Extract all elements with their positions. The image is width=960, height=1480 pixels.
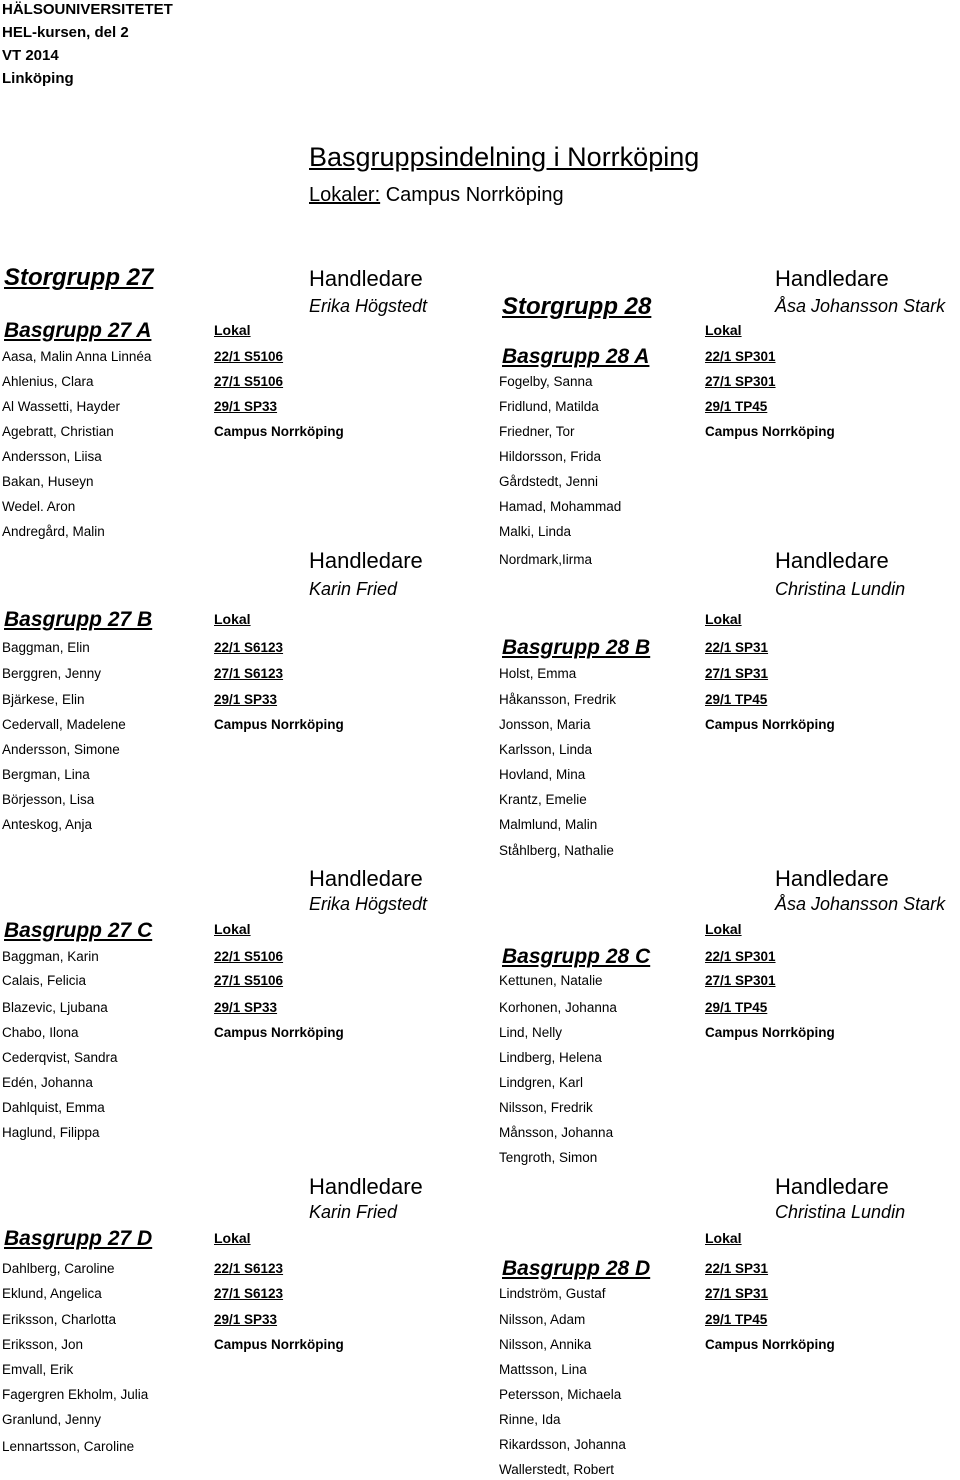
room-28c-0: 22/1 SP301 — [705, 949, 776, 964]
member-28c-0: Kettunen, Natalie — [499, 973, 603, 988]
room-28c-1: 27/1 SP301 — [705, 973, 776, 988]
campus-27d: Campus Norrköping — [214, 1337, 344, 1352]
basgrupp-28c-heading: Basgrupp 28 C — [502, 945, 651, 968]
room-27b-0: 22/1 S6123 — [214, 640, 284, 655]
member-28d-5: Rinne, Ida — [499, 1412, 561, 1427]
member-27d-0: Dahlberg, Caroline — [2, 1261, 115, 1276]
campus-28b: Campus Norrköping — [705, 717, 835, 732]
lokal-label-27b: Lokal — [214, 611, 251, 627]
member-28c-6: Månsson, Johanna — [499, 1125, 614, 1140]
basgrupp-28b-heading: Basgrupp 28 B — [502, 636, 651, 659]
basgrupp-27d-heading: Basgrupp 27 D — [4, 1227, 153, 1250]
basgrupp-28d-heading: Basgrupp 28 D — [502, 1257, 651, 1280]
room-27c-2: 29/1 SP33 — [214, 1000, 278, 1015]
member-27b-0: Baggman, Elin — [2, 640, 90, 655]
member-28b-0: Holst, Emma — [499, 666, 577, 681]
lokal-label-27d: Lokal — [214, 1230, 251, 1246]
room-28b-1: 27/1 SP31 — [705, 666, 769, 681]
member-28d-2: Nilsson, Annika — [499, 1337, 592, 1352]
room-27b-2: 29/1 SP33 — [214, 692, 278, 707]
handledare-label-27b: Handledare — [309, 548, 423, 573]
member-27d-1: Eklund, Angelica — [2, 1286, 102, 1301]
room-27d-2: 29/1 SP33 — [214, 1312, 278, 1327]
member-27c-3: Chabo, Ilona — [2, 1025, 79, 1040]
member-27b-4: Andersson, Simone — [2, 742, 120, 757]
member-27c-2: Blazevic, Ljubana — [2, 1000, 108, 1015]
room-27d-0: 22/1 S6123 — [214, 1261, 284, 1276]
member-28a-7: Nordmark,Iirma — [499, 552, 593, 567]
member-27b-1: Berggren, Jenny — [2, 666, 102, 681]
member-27c-4: Cederqvist, Sandra — [2, 1050, 118, 1065]
handledare-label-28a: Handledare — [775, 266, 889, 291]
header-line-course: HEL-kursen, del 2 — [2, 24, 129, 41]
leader-name-27c: Erika Högstedt — [309, 894, 428, 914]
room-28a-2: 29/1 TP45 — [705, 399, 768, 414]
basgrupp-28a-heading: Basgrupp 28 A — [502, 345, 650, 368]
campus-27c: Campus Norrköping — [214, 1025, 344, 1040]
leader-name-27a: Erika Högstedt — [309, 296, 428, 316]
handledare-label-27a: Handledare — [309, 266, 423, 291]
basgrupp-27c-heading: Basgrupp 27 C — [4, 919, 153, 942]
basgrupp-27b-heading: Basgrupp 27 B — [4, 608, 153, 631]
member-27a-5: Bakan, Huseyn — [2, 474, 94, 489]
member-27a-7: Andregård, Malin — [2, 524, 105, 539]
handledare-label-27d: Handledare — [309, 1174, 423, 1199]
campus-28d: Campus Norrköping — [705, 1337, 835, 1352]
member-28b-6: Malmlund, Malin — [499, 817, 598, 832]
room-28d-1: 27/1 SP31 — [705, 1286, 769, 1301]
subtitle-value: Campus Norrköping — [380, 184, 564, 206]
campus-28c: Campus Norrköping — [705, 1025, 835, 1040]
leader-name-28c: Åsa Johansson Stark — [775, 894, 946, 914]
room-27d-1: 27/1 S6123 — [214, 1286, 284, 1301]
subtitle-label: Lokaler: — [309, 184, 381, 206]
lokal-label-27c: Lokal — [214, 921, 251, 937]
header-line-city: Linköping — [2, 70, 74, 87]
member-28a-2: Friedner, Tor — [499, 424, 575, 439]
room-27c-0: 22/1 S5106 — [214, 949, 284, 964]
leader-name-28a: Åsa Johansson Stark — [775, 296, 946, 316]
leader-name-27b: Karin Fried — [309, 579, 398, 599]
member-28d-3: Mattsson, Lina — [499, 1362, 587, 1377]
member-28b-4: Hovland, Mina — [499, 767, 586, 782]
room-27a-0: 22/1 S5106 — [214, 349, 284, 364]
handledare-label-27c: Handledare — [309, 866, 423, 891]
member-28d-4: Petersson, Michaela — [499, 1387, 622, 1402]
member-28a-0: Fogelby, Sanna — [499, 374, 593, 389]
member-28b-1: Håkansson, Fredrik — [499, 692, 617, 707]
lokal-label-28c: Lokal — [705, 921, 742, 937]
campus-27a: Campus Norrköping — [214, 424, 344, 439]
member-28d-7: Wallerstedt, Robert — [499, 1462, 615, 1477]
member-27a-1: Ahlenius, Clara — [2, 374, 94, 389]
leader-name-27d: Karin Fried — [309, 1202, 398, 1222]
member-27a-2: Al Wassetti, Hayder — [2, 399, 121, 414]
leader-name-28d: Christina Lundin — [775, 1202, 906, 1222]
room-28b-0: 22/1 SP31 — [705, 640, 769, 655]
member-27b-2: Bjärkese, Elin — [2, 692, 85, 707]
member-28a-6: Malki, Linda — [499, 524, 572, 539]
member-28c-1: Korhonen, Johanna — [499, 1000, 617, 1015]
lokal-label-28d: Lokal — [705, 1230, 742, 1246]
room-28d-2: 29/1 TP45 — [705, 1312, 768, 1327]
member-28d-6: Rikardsson, Johanna — [499, 1437, 626, 1452]
lokal-label-28a: Lokal — [705, 322, 742, 338]
room-27a-2: 29/1 SP33 — [214, 399, 278, 414]
member-27a-3: Agebratt, Christian — [2, 424, 114, 439]
room-28d-0: 22/1 SP31 — [705, 1261, 769, 1276]
member-28c-4: Lindgren, Karl — [499, 1075, 584, 1090]
room-28a-0: 22/1 SP301 — [705, 349, 776, 364]
page-subtitle — [309, 185, 564, 205]
member-27a-0: Aasa, Malin Anna Linnéa — [2, 349, 152, 364]
member-27b-6: Börjesson, Lisa — [2, 792, 95, 807]
member-27d-5: Fagergren Ekholm, Julia — [2, 1387, 149, 1402]
member-27d-7: Lennartsson, Caroline — [2, 1439, 135, 1454]
member-28b-2: Jonsson, Maria — [499, 717, 591, 732]
member-27b-7: Anteskog, Anja — [2, 817, 93, 832]
member-27d-2: Eriksson, Charlotta — [2, 1312, 117, 1327]
member-27d-6: Granlund, Jenny — [2, 1412, 102, 1427]
campus-28a: Campus Norrköping — [705, 424, 835, 439]
storgrupp-28-heading: Storgrupp 28 — [502, 293, 652, 320]
member-28b-5: Krantz, Emelie — [499, 792, 587, 807]
member-28a-3: Hildorsson, Frida — [499, 449, 602, 464]
member-27c-7: Haglund, Filippa — [2, 1125, 100, 1140]
member-28a-4: Gårdstedt, Jenni — [499, 474, 599, 489]
room-27b-1: 27/1 S6123 — [214, 666, 284, 681]
room-28a-1: 27/1 SP301 — [705, 374, 776, 389]
basgrupp-27a-heading: Basgrupp 27 A — [4, 319, 152, 342]
member-28a-5: Hamad, Mohammad — [499, 499, 622, 514]
member-28a-1: Fridlund, Matilda — [499, 399, 599, 414]
room-27a-1: 27/1 S5106 — [214, 374, 284, 389]
handledare-label-28b: Handledare — [775, 548, 889, 573]
member-28d-1: Nilsson, Adam — [499, 1312, 586, 1327]
header-line-term: VT 2014 — [2, 47, 59, 64]
leader-name-28b: Christina Lundin — [775, 579, 906, 599]
room-27c-1: 27/1 S5106 — [214, 973, 284, 988]
member-27a-6: Wedel. Aron — [2, 499, 76, 514]
member-27a-4: Andersson, Liisa — [2, 449, 102, 464]
member-28c-5: Nilsson, Fredrik — [499, 1100, 593, 1115]
header-line-institution: HÄLSOUNIVERSITETET — [2, 1, 173, 18]
member-28b-7: Ståhlberg, Nathalie — [499, 843, 614, 858]
lokal-label-27a: Lokal — [214, 322, 251, 338]
lokal-label-28b: Lokal — [705, 611, 742, 627]
member-27c-6: Dahlquist, Emma — [2, 1100, 105, 1115]
room-28b-2: 29/1 TP45 — [705, 692, 768, 707]
member-27b-3: Cedervall, Madelene — [2, 717, 126, 732]
member-27c-1: Calais, Felicia — [2, 973, 87, 988]
handledare-label-28d: Handledare — [775, 1174, 889, 1199]
room-28c-2: 29/1 TP45 — [705, 1000, 768, 1015]
member-27c-5: Edén, Johanna — [2, 1075, 93, 1090]
page-title: Basgruppsindelning i Norrköping — [309, 142, 700, 172]
campus-27b: Campus Norrköping — [214, 717, 344, 732]
storgrupp-27-heading: Storgrupp 27 — [4, 264, 154, 291]
member-27b-5: Bergman, Lina — [2, 767, 90, 782]
member-28c-7: Tengroth, Simon — [499, 1150, 598, 1165]
member-27c-0: Baggman, Karin — [2, 949, 99, 964]
member-28c-2: Lind, Nelly — [499, 1025, 563, 1040]
member-28c-3: Lindberg, Helena — [499, 1050, 602, 1065]
member-28d-0: Lindström, Gustaf — [499, 1286, 606, 1301]
member-28b-3: Karlsson, Linda — [499, 742, 593, 757]
member-27d-4: Emvall, Erik — [2, 1362, 74, 1377]
member-27d-3: Eriksson, Jon — [2, 1337, 84, 1352]
handledare-label-28c: Handledare — [775, 866, 889, 891]
